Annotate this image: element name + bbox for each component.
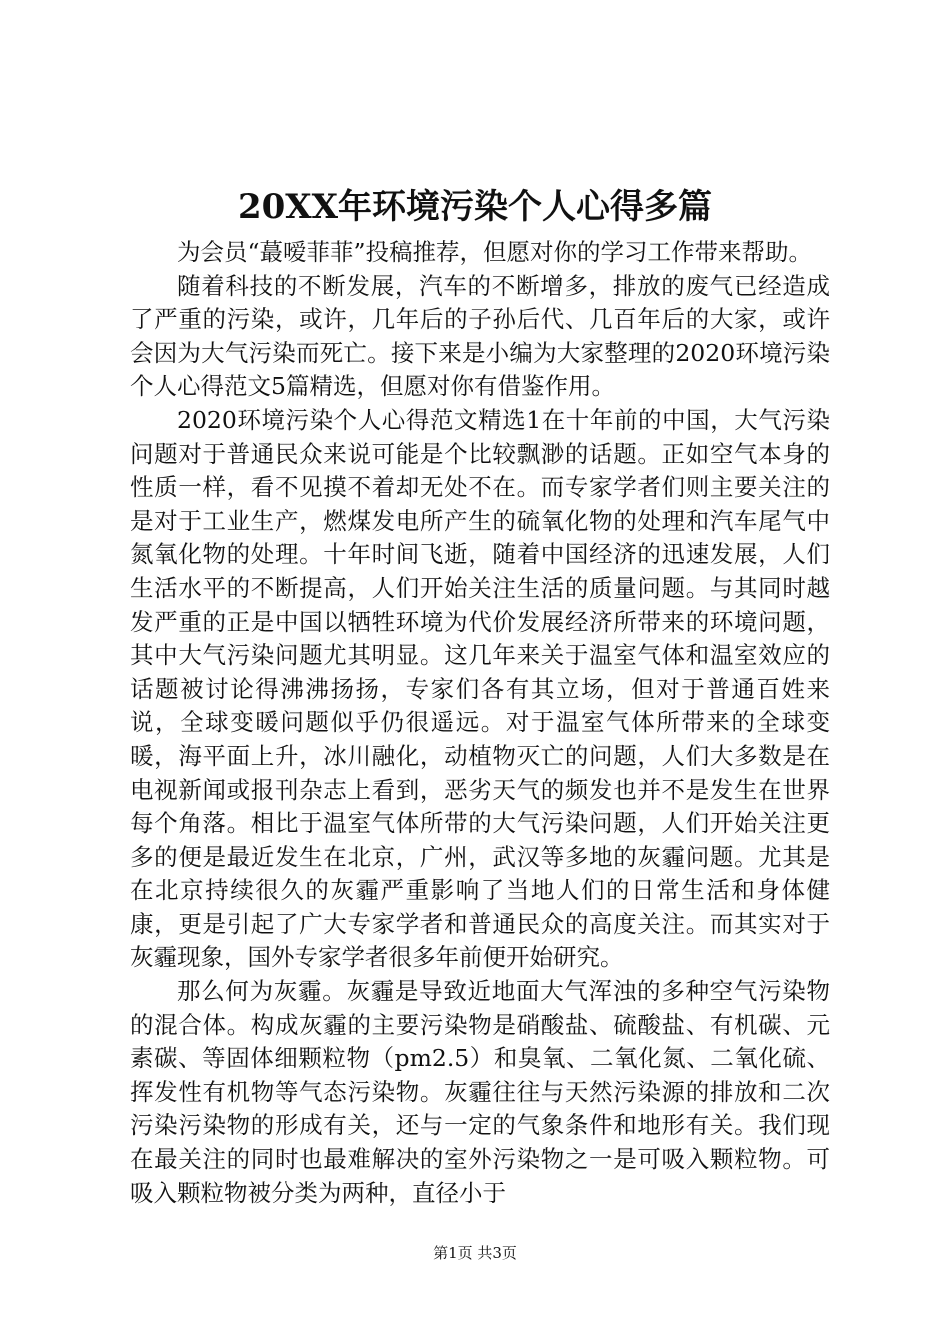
document-title: 20XX年环境污染个人心得多篇: [237, 187, 713, 227]
document-body: [130, 236, 830, 1210]
page-footer: 第1页 共3页: [433, 1244, 517, 1262]
paragraph-haze-definition: 那么何为灰霾。灰霾是导致近地面大气浑浊的多种空气污染物的混合体。构成灰霾的主要污染物是硝酸盐、硫酸盐、有机碳、元素碳、等固体细颗粒物（pm2.5）和臭氧、二氧化氮、二氧化硫、挥发性有机物等气态污染物。灰霾往往与天然污染源的排放和二次污染污染物的形成有关，还与一定的气象条件和地形有关。我们现在最关注的同时也最难解决的室外污染物之一是可吸入颗粒物。可吸入颗粒物被分类为两种，直径小于: [130, 977, 830, 1207]
paragraph-background: 随着科技的不断发展，汽车的不断增多，排放的废气已经造成了严重的污染，或许，几年后的子孙后代、几百年后的大家，或许会因为大气污染而死亡。接下来是小编为大家整理的2020环境污染个人心得范文5篇精选，但愿对你有借鉴作用。: [130, 271, 830, 401]
paragraph-intro: 为会员“蕞嗳菲菲”投稿推荐，但愿对你的学习工作带来帮助。: [177, 238, 813, 266]
paragraph-essay-1: 2020环境污染个人心得范文精选1在十年前的中国，大气污染问题对于普通民众来说可能是个比较飘渺的话题。正如空气本身的性质一样，看不见摸不着却无处不在。而专家学者们则主要关注的是对于工业生产，燃煤发电所产生的硫氧化物的处理和汽车尾气中氮氧化物的处理。十年时间飞逝，随着中国经济的迅速发展，人们生活水平的不断提高，人们开始关注生活的质量问题。与其同时越发严重的正是中国以牺牲环境为代价发展经济所带来的环境问题，其中大气污染问题尤其明显。这几年来关于温室气体和温室效应的话题被讨论得沸沸扬扬，专家们各有其立场，但对于普通百姓来说，全球变暖问题似乎仍很遥远。对于温室气体所带来的全球变暖，海平面上升，冰川融化，动植物灭亡的问题，人们大多数是在电视新闻或报刊杂志上看到，恶劣天气的频发也并不是发生在世界每个角落。相比于温室气体所带的大气污染问题，人们开始关注更多的便是最近发生在北京，广州，武汉等多地的灰霾问题。尤其是在北京持续很久的灰霾严重影响了当地人们的日常生活和身体健康，更是引起了广大专家学者和普通民众的高度关注。而其实对于灰霾现象，国外专家学者很多年前便开始研究。: [130, 405, 830, 972]
